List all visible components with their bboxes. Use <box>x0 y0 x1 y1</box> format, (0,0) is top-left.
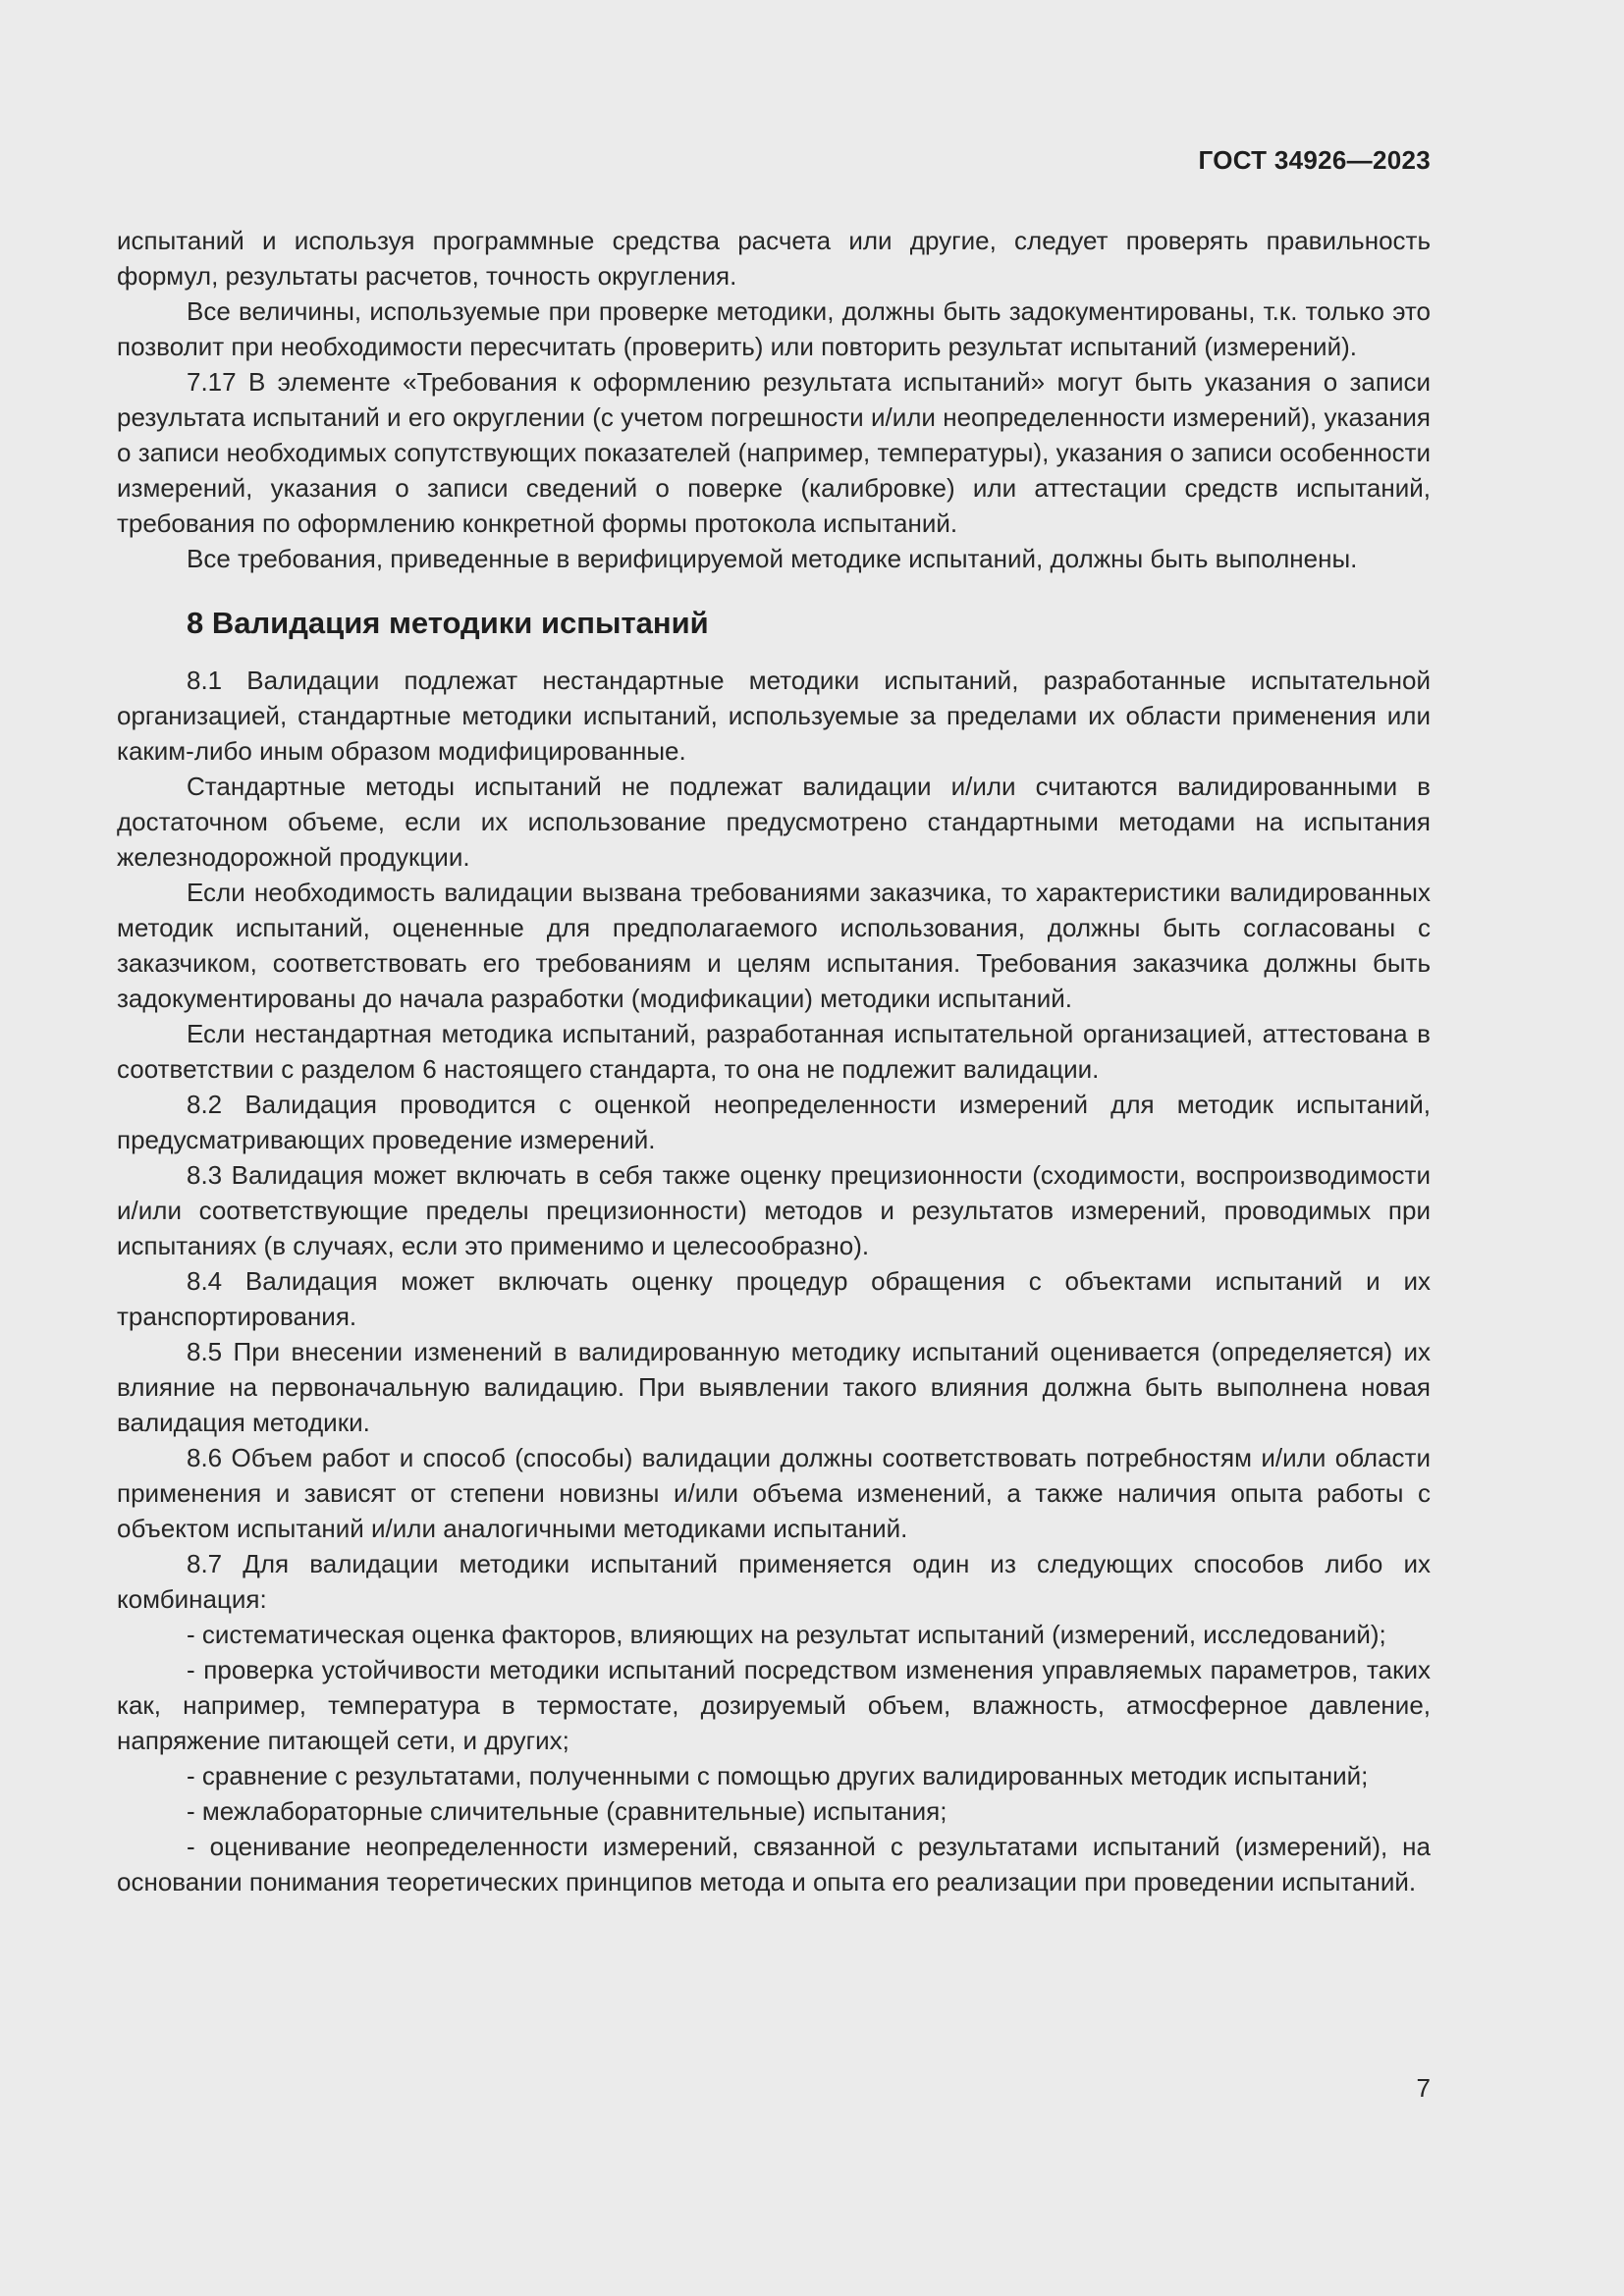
document-code: ГОСТ 34926—2023 <box>1198 145 1431 175</box>
paragraph: Если необходимость валидации вызвана требованиями заказчика, то характеристики валидированных методик испытаний, оцененные для предполагаемого использования, должны быть согласованы с заказчиком, соответствовать его требованиям и целям испытания. Требования заказчика должны быть задокументированы до начала разработки (модификации) методики испытаний. <box>117 878 1431 1013</box>
paragraph: 8.4 Валидация может включать оценку процедур обращения с объектами испытаний и их транспортирования. <box>117 1266 1431 1331</box>
section-heading: 8 Валидация методики испытаний <box>187 606 709 640</box>
paragraph: Все требования, приведенные в верифицируемой методике испытаний, должны быть выполнены. <box>187 544 1358 573</box>
list-item: - оценивание неопределенности измерений, связанной с результатами испытаний (измерений), на основании понимания теоретических принципов метода и опыта его реализации при проведении испытаний. <box>117 1832 1431 1896</box>
paragraph: 8.3 Валидация может включать в себя также оценку прецизионности (сходимости, воспроизводимости и/или соответствующие пределы прецизионности) методов и результатов измерений, проводимых при испытаниях (в случаях, если это применимо и целесообразно). <box>117 1160 1431 1260</box>
list-item: - сравнение с результатами, полученными с помощью других валидированных методик испытаний; <box>187 1761 1369 1790</box>
list-item: - межлабораторные сличительные (сравнительные) испытания; <box>187 1796 947 1826</box>
paragraph: 8.5 При внесении изменений в валидированную методику испытаний оценивается (определяется) их влияние на первоначальную валидацию. При выявлении такого влияния должна быть выполнена новая валидация методики. <box>117 1337 1431 1437</box>
paragraph: испытаний и используя программные средства расчета или другие, следует проверять правильность формул, результаты расчетов, точность округления. <box>117 226 1431 291</box>
document-body <box>117 223 1431 1899</box>
paragraph: 8.6 Объем работ и способ (способы) валидации должны соответствовать потребностям и/или области применения и зависят от степени новизны и/или объема изменений, а также наличия опыта работы с объектом испытаний и/или аналогичными методиками испытаний. <box>117 1443 1431 1543</box>
paragraph: 8.7 Для валидации методики испытаний применяется один из следующих способов либо их комбинация: <box>117 1549 1431 1614</box>
list-item: - проверка устойчивости методики испытаний посредством изменения управляемых параметров, таких как, например, температура в термостате, дозируемый объем, влажность, атмосферное давление, напряжение питающей сети, и других; <box>117 1655 1431 1755</box>
paragraph: Стандартные методы испытаний не подлежат валидации и/или считаются валидированными в достаточном объеме, если их использование предусмотрено стандартными методами на испытания железнодорожной продукции. <box>117 772 1431 872</box>
paragraph: 7.17 В элементе «Требования к оформлению результата испытаний» могут быть указания о записи результата испытаний и его округлении (с учетом погрешности и/или неопределенности измерений), указания о записи необходимых сопутствующих показателей (например, температуры), указания о записи особенности измерений, указания о записи сведений о поверке (калибровке) или аттестации средств испытаний, требования по оформлению конкретной формы протокола испытаний. <box>117 367 1431 538</box>
paragraph: 8.2 Валидация проводится с оценкой неопределенности измерений для методик испытаний, предусматривающих проведение измерений. <box>117 1090 1431 1154</box>
paragraph: Все величины, используемые при проверке методики, должны быть задокументированы, т.к. только это позволит при необходимости пересчитать (проверить) или повторить результат испытаний (измерений). <box>117 296 1431 361</box>
paragraph: Если нестандартная методика испытаний, разработанная испытательной организацией, аттестована в соответствии с разделом 6 настоящего стандарта, то она не подлежит валидации. <box>117 1019 1431 1084</box>
page-number: 7 <box>1416 2073 1431 2103</box>
list-item: - систематическая оценка факторов, влияющих на результат испытаний (измерений, исследований); <box>187 1620 1386 1649</box>
paragraph: 8.1 Валидации подлежат нестандартные методики испытаний, разработанные испытательной организацией, стандартные методики испытаний, используемые за пределами их области применения или каким-либо иным образом модифицированные. <box>117 666 1431 766</box>
